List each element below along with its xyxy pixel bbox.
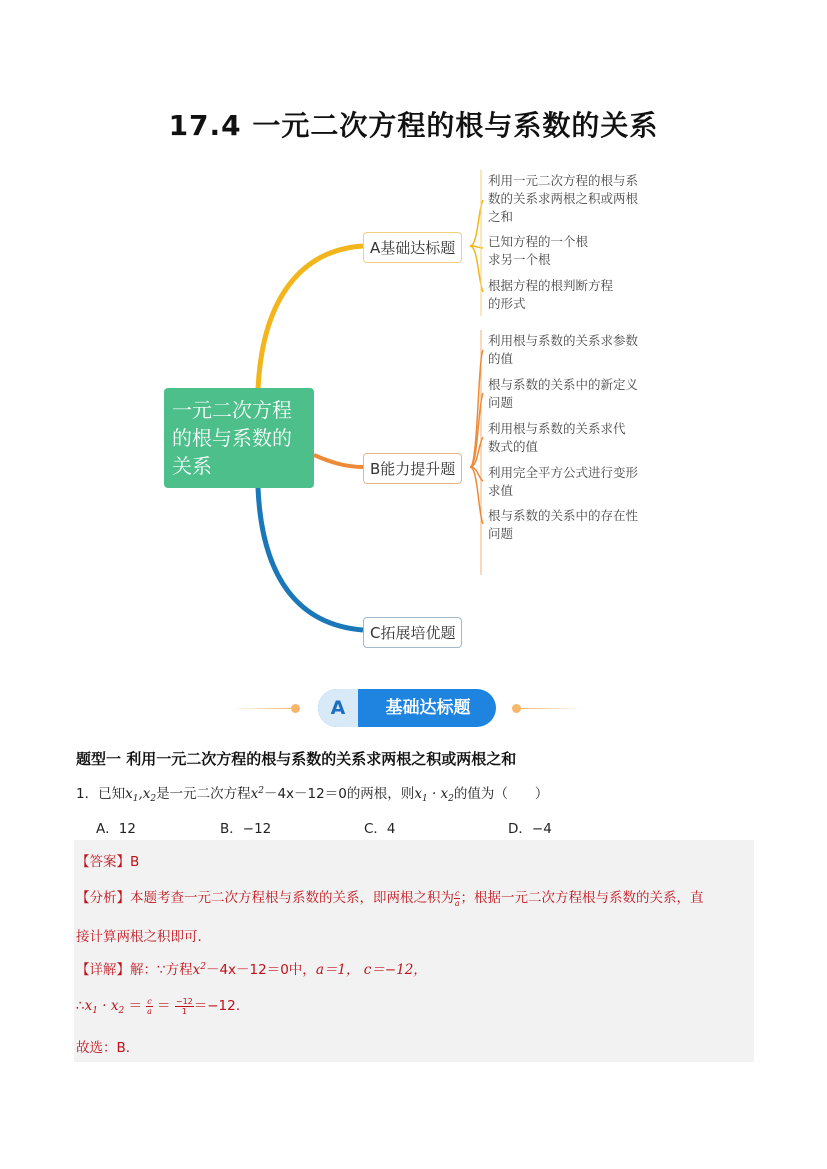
analysis-text-3: 接计算两根之积即可. <box>76 929 202 945</box>
detail-c: c＝−12， <box>363 962 427 978</box>
analysis-text-2: ；根据一元二次方程根与系数的关系，直 <box>460 890 704 906</box>
math-fraction-c-over-a: $\frac{c}{a}$ <box>454 888 460 908</box>
analysis-line <box>76 886 756 908</box>
frac-numerator: −12 <box>175 996 193 1006</box>
detail-label: 【详解】 <box>76 962 130 978</box>
branch-a: A基础达标题 <box>363 232 462 263</box>
leaf-a-3: 根据方程的根判断方程的形式 <box>488 278 614 311</box>
question-text-2: 是一元二次方程 <box>156 786 251 802</box>
option-a: A．12 <box>96 821 136 837</box>
leaf-b-5: 根与系数的关系中的存在性问题 <box>488 508 639 541</box>
question-1 <box>76 782 548 804</box>
math-fraction-value <box>175 997 194 1016</box>
question-text-1: 已知 <box>98 786 126 802</box>
mindmap-root: 一元二次方程的根与系数的关系 <box>164 388 314 488</box>
banner-text: 基础达标题 <box>385 698 471 718</box>
frac-denominator: 1 <box>181 1006 187 1016</box>
branch-b: B能力提升题 <box>363 453 462 484</box>
banner-line-left <box>230 708 292 709</box>
math-fraction-c-over-a-2: $\frac{c}{a}$ <box>147 996 152 1016</box>
banner-dot-right <box>512 704 521 713</box>
leaf-b-2: 根与系数的关系中的新定义问题 <box>488 377 639 410</box>
math-product: $x_1 \cdot x_2$ <box>414 786 454 804</box>
math-x-squared-2: $x^2$ <box>192 962 206 978</box>
leaf-b-1: 利用根与系数的关系求参数的值 <box>488 333 639 366</box>
answer-box <box>74 840 754 1062</box>
leaf-b-3: 利用根与系数的关系求代数式的值 <box>488 421 626 454</box>
option-b: B．−12 <box>220 821 272 837</box>
question-text-3: 的两根，则 <box>346 786 415 802</box>
detail-text-1b: －4x－12＝0中， <box>205 962 316 978</box>
leaf-a-2: 已知方程的一个根求另一个根 <box>488 234 589 267</box>
banner-letter: A <box>318 689 358 727</box>
detail-line-1 <box>76 958 427 978</box>
math-x-squared: $x^2$ <box>250 786 264 802</box>
question-equation: －4x－12＝0 <box>263 786 347 802</box>
branch-c: C拓展培优题 <box>363 617 462 648</box>
option-c: C．4 <box>364 821 396 837</box>
analysis-label: 【分析】 <box>76 890 130 906</box>
answer-label: 【答案】 <box>76 854 130 870</box>
detail-a: a＝1， <box>315 962 360 978</box>
detail-therefore: ∴ <box>76 998 85 1014</box>
answer-value: B <box>130 854 140 870</box>
answer-line <box>76 850 139 870</box>
question-text-4: 的值为（ ） <box>453 786 549 802</box>
banner-dot-left <box>291 704 300 713</box>
question-type-heading: 题型一 利用一元二次方程的根与系数的关系求两根之积或两根之和 <box>76 750 517 768</box>
math-roots: $x_1,x_2$ <box>125 786 157 804</box>
analysis-text-1: 本题考查一元二次方程根与系数的关系，即两根之积为 <box>130 890 454 906</box>
option-d: D．−4 <box>508 821 552 837</box>
detail-line-2: $\therefore x_1 \cdot x_2$ ＝ $\frac{c}{a}$ ＝ $\frac{-12}{1}$ ＝−12. <box>76 996 241 1016</box>
page-title: 17.4 一元二次方程的根与系数的关系 <box>168 109 659 142</box>
math-product-2: $x_1 \cdot x_2$ <box>84 998 125 1016</box>
question-number: 1． <box>76 786 99 802</box>
banner-line-right <box>521 708 583 709</box>
detail-result: ＝−12. <box>193 998 241 1014</box>
conclusion: 故选：B. <box>76 1040 131 1056</box>
leaf-b-4: 利用完全平方公式进行变形求值 <box>488 465 639 498</box>
leaf-a-1: 利用一元二次方程的根与系数的关系求两根之积或两根之和 <box>488 173 639 224</box>
detail-text-1: 解：∵方程 <box>130 962 193 978</box>
